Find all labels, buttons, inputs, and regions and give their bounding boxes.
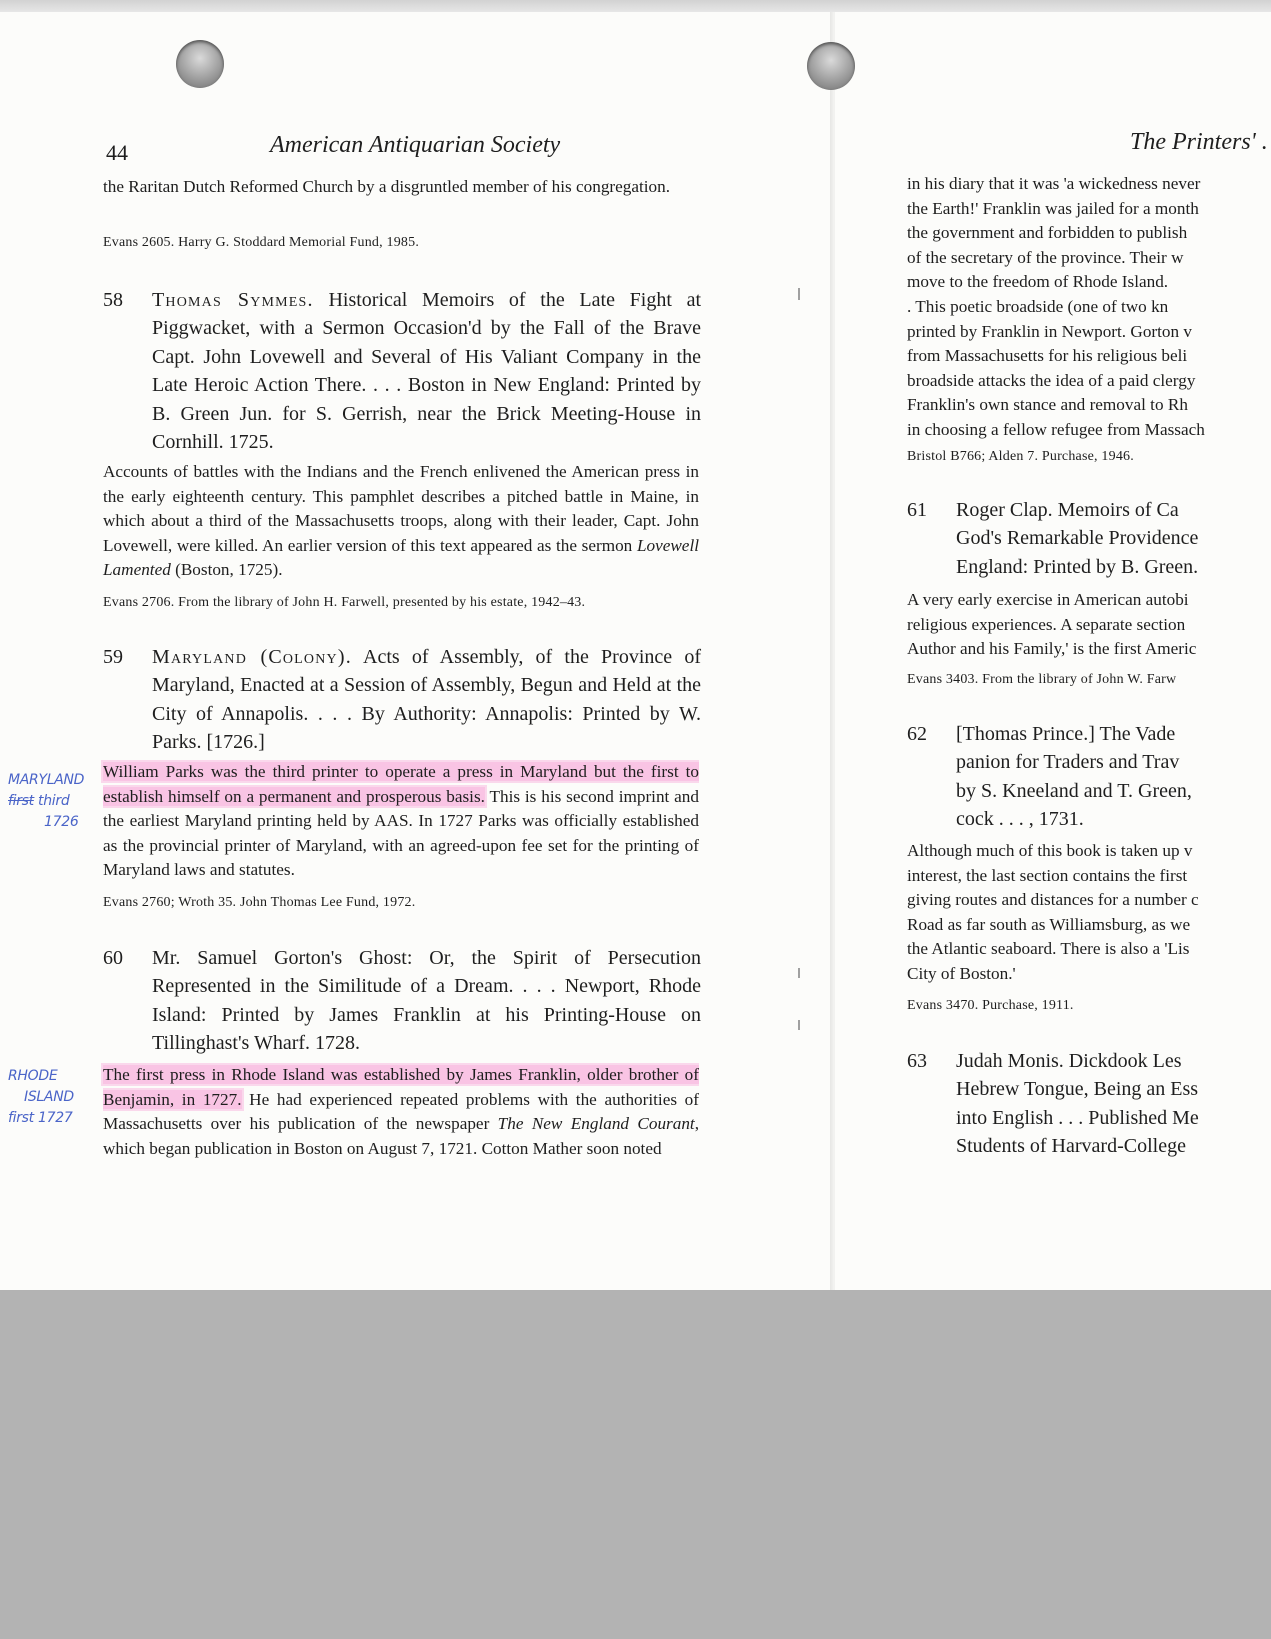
entry-number: 62 xyxy=(907,723,927,745)
entry-58-description xyxy=(103,460,699,583)
highlighted-passage: William Parks was the third printer to operate a press in Maryland but the first to establish himself on a permanent and prosperous basis. xyxy=(103,762,699,806)
text-line: Although much of this book is taken up v xyxy=(907,841,1193,860)
text-line: from Massachusetts for his religious beli xyxy=(907,346,1188,366)
text-line: Franklin's own stance and removal to Rh xyxy=(907,395,1188,415)
text-line: in choosing a fellow refugee from Massach xyxy=(907,419,1205,439)
margin-note-maryland xyxy=(8,770,98,833)
right-continued-text xyxy=(907,172,1205,443)
citation-line: Roger Clap. Memoirs of Ca xyxy=(956,499,1179,521)
entry-62 xyxy=(907,720,1192,834)
continued-text: the Raritan Dutch Reformed Church by a disgruntled member of his congregation. xyxy=(103,177,671,196)
note-line: first 1727 xyxy=(8,1110,73,1126)
entry-title: Acts of Assembly, of the Province of Maryland, Enacted at a Session of Assembly, Begun and Held at the City of Annapolis. . . . By Authority: Annapolis: Printed by W. Parks. [1726.] xyxy=(152,646,702,754)
text-line: . This poetic broadside (one of two kn xyxy=(907,296,1169,316)
entry-62-source: Evans 3470. Purchase, 1911. xyxy=(907,998,1074,1013)
text-line: City of Boston.' xyxy=(907,963,1016,983)
text-line: Road as far south as Williamsburg, as we xyxy=(907,914,1191,934)
entry-citation xyxy=(956,720,1192,834)
note-line: MARYLAND xyxy=(8,772,85,788)
entry-61 xyxy=(907,496,1198,581)
text-line: religious experiences. A separate section xyxy=(907,614,1186,634)
entry-author: Maryland (Colony). xyxy=(152,646,352,668)
scan-artifact xyxy=(798,288,800,300)
entry-60 xyxy=(103,944,701,1058)
right-continued-source: Bristol B766; Alden 7. Purchase, 1946. xyxy=(907,449,1134,464)
citation-line: into English . . . Published Me xyxy=(956,1106,1199,1129)
entry-62-description xyxy=(907,839,1199,987)
description-italic-title: Lovewell Lamented xyxy=(103,535,699,580)
highlighted-passage: The first press in Rhode Island was established by James Franklin, older brother of Benjamin, in 1727. xyxy=(103,1065,699,1109)
entry-61-source: Evans 3403. From the library of John W. Farw xyxy=(907,672,1177,687)
entry-58 xyxy=(103,286,701,456)
entry-63 xyxy=(907,1047,1199,1161)
punch-hole xyxy=(176,40,224,88)
entry-number: 59 xyxy=(103,646,123,668)
note-line: RHODE xyxy=(8,1068,58,1084)
description-text: (Boston, 1725). xyxy=(170,560,283,580)
running-head: American Antiquarian Society xyxy=(270,132,561,158)
citation-line: by S. Kneeland and T. Green, xyxy=(956,779,1192,802)
description-text: , which began publication in Boston on August 7, 1721. Cotton Mather soon noted xyxy=(103,1114,699,1158)
entry-58-source: Evans 2706. From the library of John H. Farwell, presented by his estate, 1942–43. xyxy=(103,595,586,610)
description-text: Accounts of battles with the Indians and the French enlivened the American press in the early eighteenth century. This pamphlet describes a pitched battle in Maine, in which about a third of the Massachusetts troops, along with their leader, Capt. John Lovewell, were killed. An earlier version of this text appeared as the sermon xyxy=(103,462,699,555)
entry-citation xyxy=(152,286,701,456)
inserted-word: third xyxy=(38,793,70,809)
entry-number: 63 xyxy=(907,1050,927,1072)
entry-citation xyxy=(152,944,701,1058)
citation-line: Students of Harvard-College xyxy=(956,1135,1186,1158)
punch-hole xyxy=(807,42,855,90)
scan-artifact xyxy=(798,1020,800,1030)
text-line: broadside attacks the idea of a paid clergy xyxy=(907,370,1196,390)
text-line: in his diary that it was 'a wickedness never xyxy=(907,174,1201,193)
text-line: the Atlantic seaboard. There is also a 'Lis xyxy=(907,939,1190,959)
entry-number: 61 xyxy=(907,499,927,521)
entry-59 xyxy=(103,643,701,757)
citation-line: England: Printed by B. Green. xyxy=(956,555,1199,578)
citation-line: cock . . . , 1731. xyxy=(956,808,1084,831)
entry-title: Historical Memoirs of the Late Fight at Piggwacket, with a Sermon Occasion'd by the Fall of the Brave Capt. John Lovewell and Several of His Valiant Company in the Late Heroic Action There. . . . Boston in New England: Printed by B. Green Jun. for S. Gerrish, near the Brick Meeting-House in Cornhill. 1725. xyxy=(152,289,701,454)
entry-number: 60 xyxy=(103,947,123,969)
entry-61-description xyxy=(907,588,1196,662)
entry-59-source: Evans 2760; Wroth 35. John Thomas Lee Fund, 1972. xyxy=(103,895,416,910)
continued-source: Evans 2605. Harry G. Stoddard Memorial Fund, 1985. xyxy=(103,235,420,250)
page-number: 44 xyxy=(106,140,128,165)
entry-citation xyxy=(956,496,1198,581)
entry-citation xyxy=(956,1047,1199,1161)
text-line: move to the freedom of Rhode Island. xyxy=(907,272,1169,292)
right-running-head: The Printers' . xyxy=(1130,129,1268,155)
text-line: the Earth!' Franklin was jailed for a month xyxy=(907,198,1199,218)
entry-author: Thomas Symmes. xyxy=(152,289,314,311)
entry-59-description xyxy=(103,760,699,883)
text-line: Author and his Family,' is the first Americ xyxy=(907,639,1197,659)
struck-word: first xyxy=(8,793,34,809)
text-line: A very early exercise in American autobi xyxy=(907,590,1189,609)
description-text: He had experienced repeated problems with the authorities of Massachusetts over his publication of the newspaper xyxy=(103,1089,700,1134)
entry-citation xyxy=(152,643,701,757)
citation-line: God's Remarkable Providence xyxy=(956,527,1199,550)
citation-line: panion for Traders and Trav xyxy=(956,751,1180,774)
note-line: ISLAND xyxy=(24,1089,74,1105)
entry-title: Mr. Samuel Gorton's Ghost: Or, the Spirit of Persecution Represented in the Similitude of a Dream. . . . Newport, Rhode Island: Printed by James Franklin at his Printing-House on Tillinghast's Wharf. 1728. xyxy=(152,947,701,1055)
citation-line: Judah Monis. Dickdook Les xyxy=(956,1050,1182,1072)
entry-60-description xyxy=(103,1063,699,1161)
citation-line: [Thomas Prince.] The Vade xyxy=(956,723,1176,745)
text-line: giving routes and distances for a number c xyxy=(907,890,1199,910)
description-italic-title: The New England Courant xyxy=(497,1114,695,1134)
note-line xyxy=(8,791,98,812)
text-line: the government and forbidden to publish xyxy=(907,223,1188,243)
text-line: printed by Franklin in Newport. Gorton v xyxy=(907,321,1192,341)
text-line: interest, the last section contains the first xyxy=(907,865,1188,885)
note-line: 1726 xyxy=(44,814,79,830)
entry-number: 58 xyxy=(103,289,123,311)
text-line: of the secretary of the province. Their w xyxy=(907,247,1184,267)
scan-artifact xyxy=(798,968,800,978)
margin-note-rhode-island xyxy=(8,1066,98,1129)
citation-line: Hebrew Tongue, Being an Ess xyxy=(956,1078,1199,1101)
description-text: This is his second imprint and the earliest Maryland printing held by AAS. In 1727 Parks was officially established as the provincial printer of Maryland, with an agreed-upon fee set for the printing of Maryland laws and statutes. xyxy=(103,786,699,880)
